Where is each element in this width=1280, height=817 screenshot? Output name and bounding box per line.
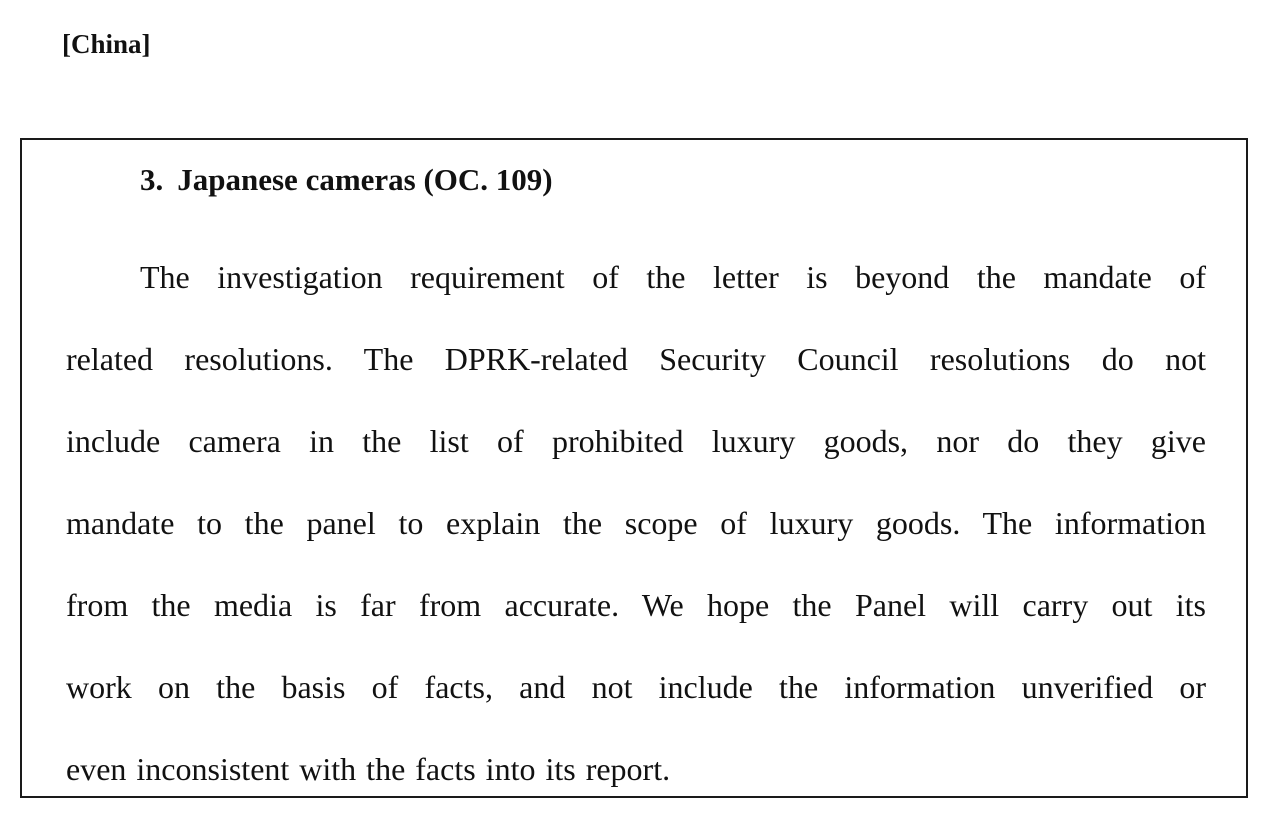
section-title: Japanese cameras (OC. 109) <box>177 162 553 197</box>
paragraph-line: work on the basis of facts, and not include the information unverified or <box>66 669 1206 705</box>
paragraph-line: The investigation requirement of the letter is beyond the mandate of <box>140 259 1206 295</box>
paragraph-line: from the media is far from accurate. We hope the Panel will carry out its <box>66 587 1206 623</box>
section-number: 3. <box>140 162 164 197</box>
paragraph-line: even inconsistent with the facts into its report. <box>66 751 671 787</box>
section-heading <box>140 160 553 200</box>
country-label: [China] <box>62 29 151 59</box>
paragraph-line: related resolutions. The DPRK-related Security Council resolutions do not <box>66 341 1206 377</box>
section-box <box>20 138 1248 798</box>
paragraph-line: include camera in the list of prohibited luxury goods, nor do they give <box>66 423 1206 459</box>
paragraph-line: mandate to the panel to explain the scope of luxury goods. The information <box>66 505 1206 541</box>
body-paragraph <box>66 236 1206 810</box>
